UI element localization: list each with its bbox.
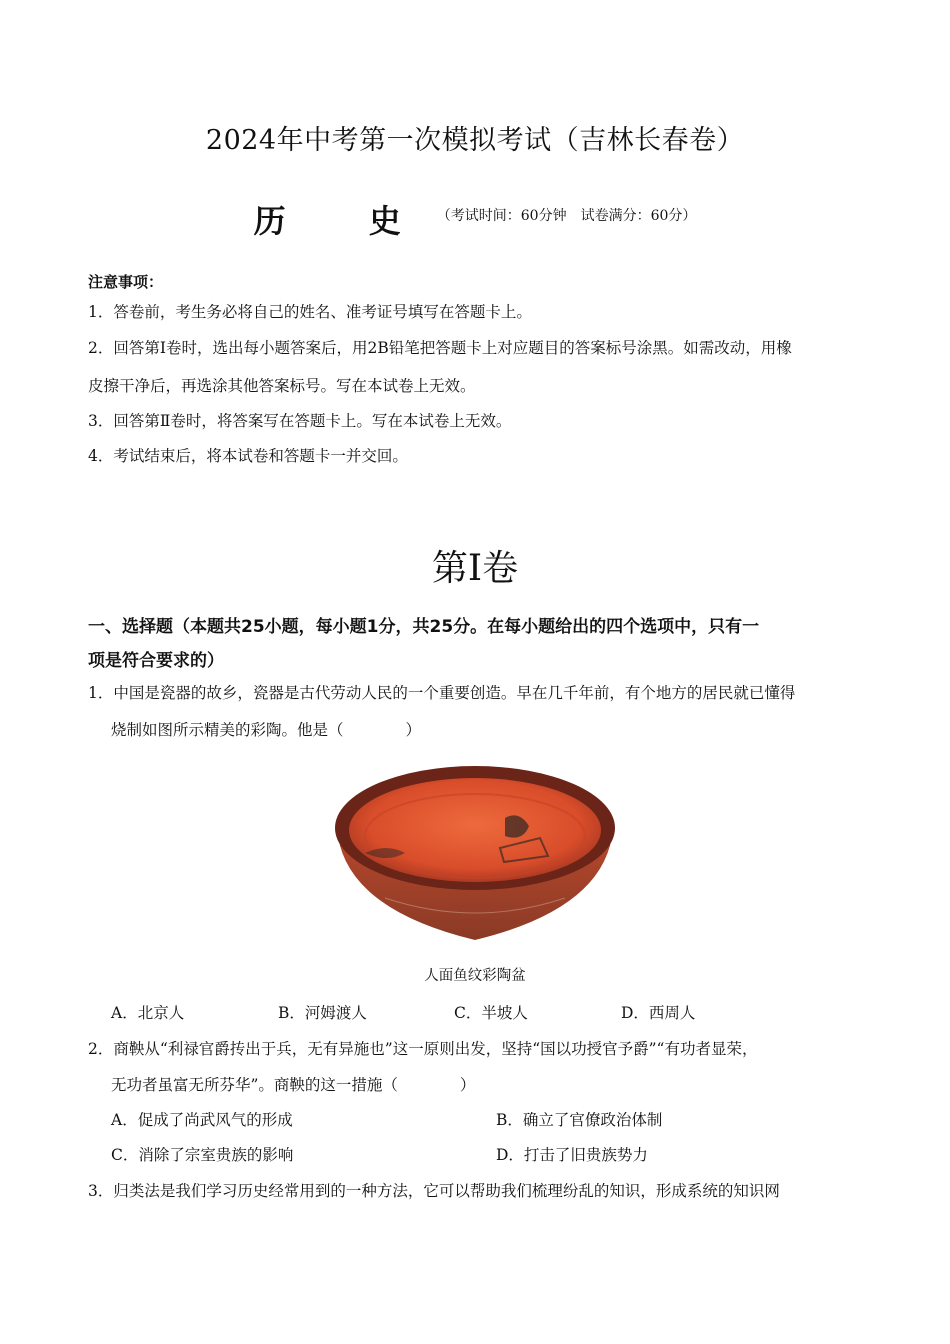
q2-option-b[interactable]: B．确立了官僚政治体制 bbox=[496, 1111, 663, 1129]
q1-option-a[interactable]: A．北京人 bbox=[111, 1004, 185, 1022]
painted-pottery-basin-image bbox=[325, 758, 625, 943]
exam-time-note: （考试时间：60分钟 试卷满分：60分） bbox=[436, 208, 697, 224]
section-heading-continued: 项是符合要求的） bbox=[88, 651, 224, 671]
q1-option-c[interactable]: C．半坡人 bbox=[454, 1004, 528, 1022]
section-heading: 一、选择题（本题共25小题，每小题1分，共25分。在每小题给出的四个选项中，只有一 bbox=[88, 617, 760, 637]
image-caption: 人面鱼纹彩陶盆 bbox=[424, 968, 526, 984]
note-item-continued: 皮擦干净后，再选涂其他答案标号。写在本试卷上无效。 bbox=[88, 377, 476, 395]
question-2-stem: 2．商鞅从“利禄官爵抟出于兵，无有异施也”这一原则出发，坚持“国以功授官予爵”“有功者显荣， bbox=[88, 1040, 758, 1058]
note-item: 3．回答第Ⅱ卷时，将答案写在答题卡上。写在本试卷上无效。 bbox=[88, 412, 512, 430]
notes-heading: 注意事项： bbox=[88, 273, 164, 291]
note-item: 2．回答第Ⅰ卷时，选出每小题答案后，用2B铅笔把答题卡上对应题目的答案标号涂黑。如需改动，用橡 bbox=[88, 339, 792, 357]
note-item: 1．答卷前，考生务必将自己的姓名、准考证号填写在答题卡上。 bbox=[88, 303, 532, 321]
q1-option-b[interactable]: B．河姆渡人 bbox=[278, 1004, 367, 1022]
subject-row bbox=[0, 196, 950, 242]
question-3-stem: 3．归类法是我们学习历史经常用到的一种方法，它可以帮助我们梳理纷乱的知识，形成系统的知识网 bbox=[88, 1182, 780, 1200]
section-title: 第Ⅰ卷 bbox=[431, 548, 519, 589]
question-1-stem: 1．中国是瓷器的故乡，瓷器是古代劳动人民的一个重要创造。早在几千年前，有个地方的居民就已懂得 bbox=[88, 684, 796, 702]
q2-option-d[interactable]: D．打击了旧贵族势力 bbox=[496, 1146, 648, 1164]
question-2-stem-continued: 无功者虽富无所芬华”。商鞅的这一措施（ ） bbox=[111, 1076, 476, 1094]
question-1-stem-continued: 烧制如图所示精美的彩陶。他是（ ） bbox=[111, 721, 422, 739]
q1-option-d[interactable]: D．西周人 bbox=[621, 1004, 696, 1022]
subject-title: 历 史 bbox=[253, 202, 437, 240]
note-item: 4．考试结束后，将本试卷和答题卡一并交回。 bbox=[88, 447, 408, 465]
exam-title: 2024年中考第一次模拟考试（吉林长春卷） bbox=[205, 125, 745, 156]
q2-option-c[interactable]: C．消除了宗室贵族的影响 bbox=[111, 1146, 294, 1164]
q2-option-a[interactable]: A．促成了尚武风气的形成 bbox=[111, 1111, 293, 1129]
